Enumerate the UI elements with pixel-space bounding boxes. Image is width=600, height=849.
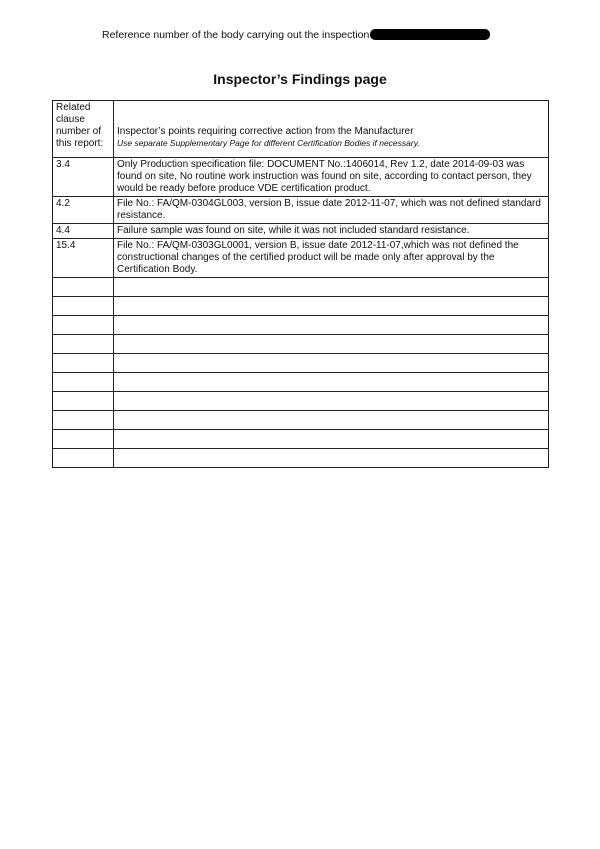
- points-header-title: Inspector’s points requiring corrective action from the Manufacturer: [117, 126, 414, 137]
- empty-row: [53, 316, 549, 335]
- finding-clause-cell: 4.4: [53, 224, 114, 239]
- findings-table: [52, 100, 549, 468]
- table-header-row: [53, 101, 549, 158]
- finding-text-cell: File No.: FA/QM-0304GL003, version B, issue date 2012-11-07, which was not defined standard resistance.: [114, 197, 549, 224]
- finding-text-cell: Only Production specification file: DOCUMENT No.:1406014, Rev 1.2, date 2014-09-03 was found on site, No routine work instruction was found on site, according to contact person, they would be ready before produce VDE certification product.: [114, 158, 549, 197]
- finding-text-cell: File No.: FA/QM-0303GL0001, version B, issue date 2012-11-07,which was not defined the constructional changes of the certified product will be made only after approval by the Certification Body.: [114, 239, 549, 278]
- empty-row: [53, 278, 549, 297]
- finding-row: [53, 239, 549, 278]
- empty-text-cell: [114, 316, 549, 335]
- empty-text-cell: [114, 449, 549, 468]
- empty-row: [53, 354, 549, 373]
- finding-row: [53, 197, 549, 224]
- finding-text-cell: Failure sample was found on site, while it was not included standard resistance.: [114, 224, 549, 239]
- empty-row: [53, 411, 549, 430]
- empty-clause-cell: [53, 411, 114, 430]
- empty-clause-cell: [53, 392, 114, 411]
- empty-text-cell: [114, 392, 549, 411]
- empty-clause-cell: [53, 354, 114, 373]
- empty-clause-cell: [53, 373, 114, 392]
- empty-row: [53, 373, 549, 392]
- empty-text-cell: [114, 335, 549, 354]
- reference-number-label: Reference number of the body carrying out the inspection: [102, 29, 370, 41]
- finding-clause-cell: 15.4: [53, 239, 114, 278]
- empty-text-cell: [114, 430, 549, 449]
- finding-row: [53, 224, 549, 239]
- redacted-reference-number: [370, 29, 490, 40]
- empty-text-cell: [114, 278, 549, 297]
- reference-number-line: [102, 29, 490, 41]
- clause-column-header: Related clause number of this report:: [53, 101, 114, 158]
- empty-clause-cell: [53, 430, 114, 449]
- empty-clause-cell: [53, 278, 114, 297]
- empty-row: [53, 430, 549, 449]
- finding-row: [53, 158, 549, 197]
- empty-text-cell: [114, 411, 549, 430]
- empty-row: [53, 297, 549, 316]
- empty-row: [53, 335, 549, 354]
- empty-clause-cell: [53, 449, 114, 468]
- empty-text-cell: [114, 297, 549, 316]
- empty-row: [53, 449, 549, 468]
- empty-clause-cell: [53, 316, 114, 335]
- finding-clause-cell: 3.4: [53, 158, 114, 197]
- finding-clause-cell: 4.2: [53, 197, 114, 224]
- points-header-note: Use separate Supplementary Page for different Certification Bodies if necessary.: [117, 138, 420, 148]
- empty-text-cell: [114, 354, 549, 373]
- empty-clause-cell: [53, 335, 114, 354]
- empty-text-cell: [114, 373, 549, 392]
- empty-clause-cell: [53, 297, 114, 316]
- empty-row: [53, 392, 549, 411]
- page-title: Inspector’s Findings page: [213, 71, 387, 87]
- points-column-header: [114, 101, 549, 158]
